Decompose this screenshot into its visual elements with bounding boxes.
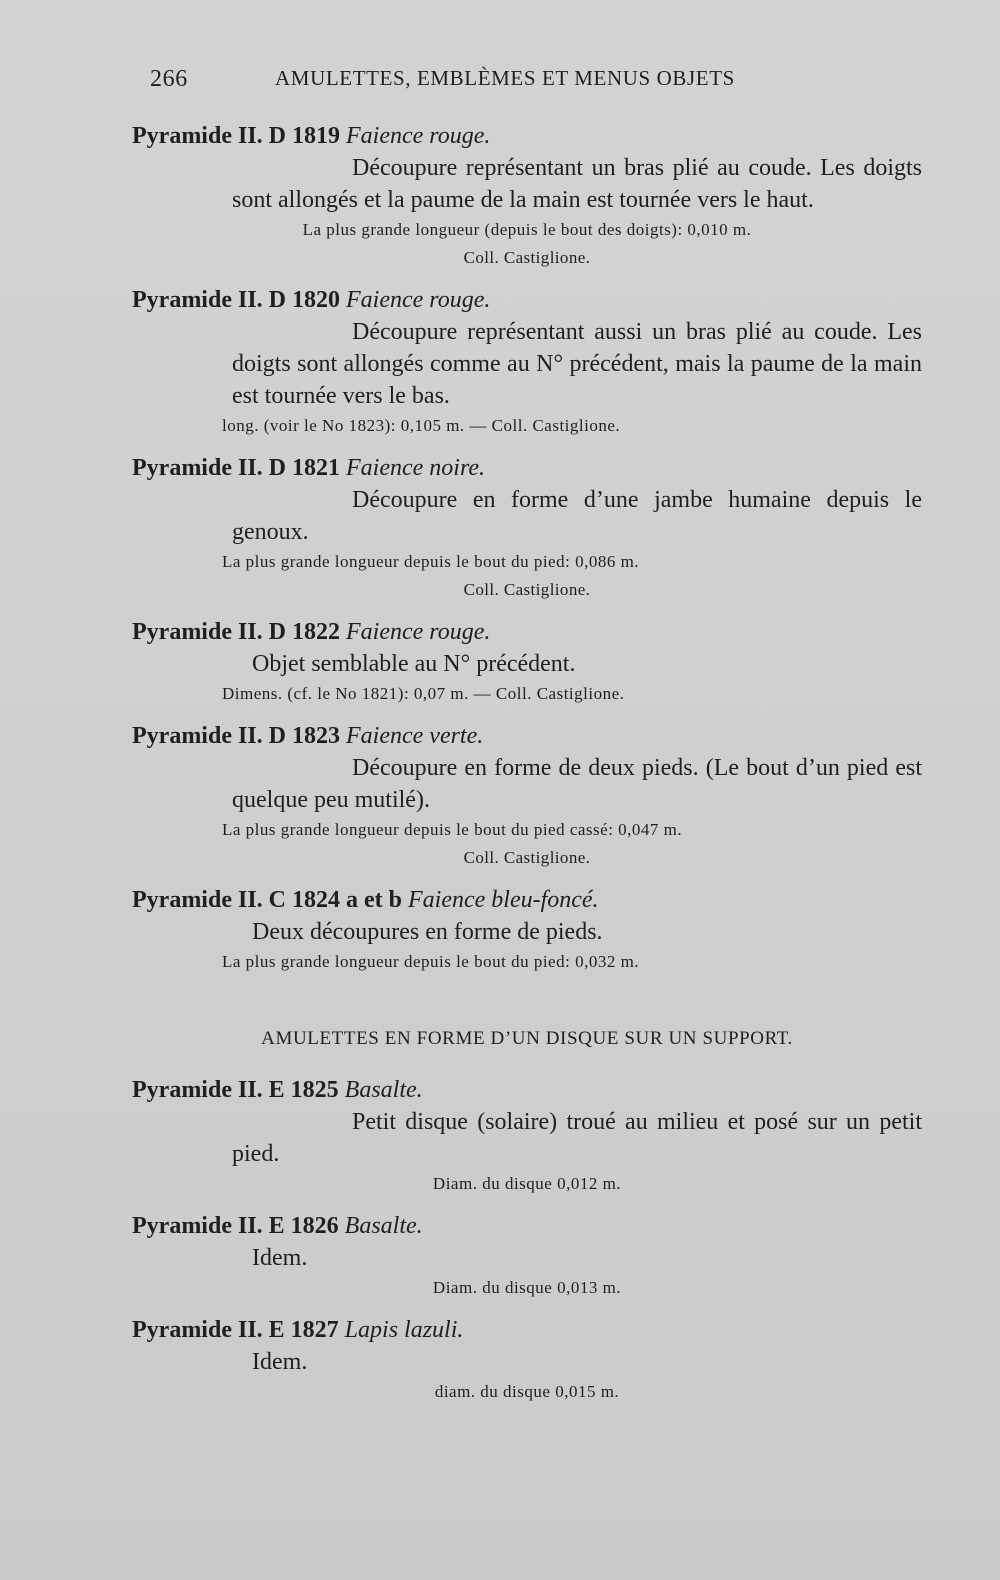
catalog-entry <box>132 1210 922 1302</box>
entry-heading <box>132 120 922 152</box>
entry-material: Basalte. <box>344 1213 423 1239</box>
entry-description: Petit disque (solaire) troué au milieu et posé sur un petit pied. <box>232 1109 922 1167</box>
entry-material: Faience noire. <box>346 455 486 481</box>
entry-measure: La plus grande longueur depuis le bout du pied: 0,086 m. <box>222 552 640 571</box>
entry-code: D 1819 <box>268 123 340 149</box>
entry-material: Faience rouge. <box>346 619 491 645</box>
entry-description: Idem. <box>252 1349 308 1375</box>
entry-measure: long. (voir le No 1823): 0,105 m. — Coll. Castiglione. <box>222 416 621 435</box>
entry-heading <box>132 616 922 648</box>
entry-measure: diam. du disque 0,015 m. <box>434 1382 620 1401</box>
catalog-entry <box>132 284 922 440</box>
entry-heading <box>132 1314 922 1346</box>
entry-site: Pyramide II. <box>132 123 263 149</box>
entry-code: D 1820 <box>268 287 340 313</box>
entry-heading <box>132 452 922 484</box>
entry-code: D 1823 <box>268 723 340 749</box>
entry-material: Faience rouge. <box>346 123 491 149</box>
entry-material: Lapis lazuli. <box>344 1317 464 1343</box>
catalog-entry <box>132 1074 922 1198</box>
catalog-entry <box>132 452 922 604</box>
catalog-entry <box>132 720 922 872</box>
entry-description: Idem. <box>252 1245 308 1271</box>
entry-code: E 1825 <box>268 1077 339 1103</box>
running-head <box>150 66 790 93</box>
entry-collection: Coll. Castiglione. <box>463 848 591 867</box>
entry-collection: Coll. Castiglione. <box>463 580 591 599</box>
entry-code: C 1824 a et b <box>268 887 402 913</box>
catalog-entry <box>132 884 922 976</box>
entry-site: Pyramide II. <box>132 1213 263 1239</box>
entry-description: Découpure représentant aussi un bras plié au coude. Les doigts sont allongés comme au N° précédent, mais la paume de la main est tournée vers le bas. <box>232 319 922 409</box>
entry-measure: Dimens. (cf. le No 1821): 0,07 m. — Coll. Castiglione. <box>222 684 625 703</box>
entry-material: Faience verte. <box>346 723 484 749</box>
entry-site: Pyramide II. <box>132 887 263 913</box>
entry-measure: La plus grande longueur (depuis le bout des doigts): 0,010 m. <box>302 220 752 239</box>
entry-site: Pyramide II. <box>132 455 263 481</box>
entry-site: Pyramide II. <box>132 619 263 645</box>
entry-measure: Diam. du disque 0,013 m. <box>432 1278 622 1297</box>
entry-heading <box>132 1210 922 1242</box>
entry-measure: La plus grande longueur depuis le bout du pied: 0,032 m. <box>222 952 640 971</box>
entry-material: Faience rouge. <box>346 287 491 313</box>
entry-description: Objet semblable au N° précédent. <box>252 651 576 677</box>
section-title: AMULETTES EN FORME D’UN DISQUE SUR UN SUPPORT. <box>261 1028 793 1049</box>
entry-measure: Diam. du disque 0,012 m. <box>432 1174 622 1193</box>
entry-material: Faience bleu-foncé. <box>407 887 599 913</box>
entry-code: D 1821 <box>268 455 340 481</box>
page-content <box>132 120 922 1418</box>
catalog-entry <box>132 616 922 708</box>
entry-code: E 1827 <box>268 1317 339 1343</box>
entry-heading <box>132 284 922 316</box>
entry-site: Pyramide II. <box>132 723 263 749</box>
entry-material: Basalte. <box>344 1077 423 1103</box>
entry-site: Pyramide II. <box>132 287 263 313</box>
catalog-entry <box>132 120 922 272</box>
running-title: AMULETTES, EMBLÈMES ET MENUS OBJETS <box>275 66 735 90</box>
entry-code: E 1826 <box>268 1213 339 1239</box>
entry-site: Pyramide II. <box>132 1077 263 1103</box>
entry-site: Pyramide II. <box>132 1317 263 1343</box>
entry-heading <box>132 720 922 752</box>
entry-description: Découpure en forme de deux pieds. (Le bout d’un pied est quelque peu mutilé). <box>232 755 922 813</box>
entry-measure: La plus grande longueur depuis le bout du pied cassé: 0,047 m. <box>222 820 683 839</box>
entry-code: D 1822 <box>268 619 340 645</box>
entry-description: Découpure représentant un bras plié au coude. Les doigts sont allongés et la paume de la main est tournée vers le haut. <box>232 155 922 213</box>
entry-description: Découpure en forme d’une jambe humaine depuis le genoux. <box>232 487 922 545</box>
page-number: 266 <box>150 66 188 92</box>
entry-collection: Coll. Castiglione. <box>463 248 591 267</box>
entry-description: Deux découpures en forme de pieds. <box>252 919 603 945</box>
entry-heading <box>132 1074 922 1106</box>
entry-heading <box>132 884 922 916</box>
catalog-entry <box>132 1314 922 1406</box>
